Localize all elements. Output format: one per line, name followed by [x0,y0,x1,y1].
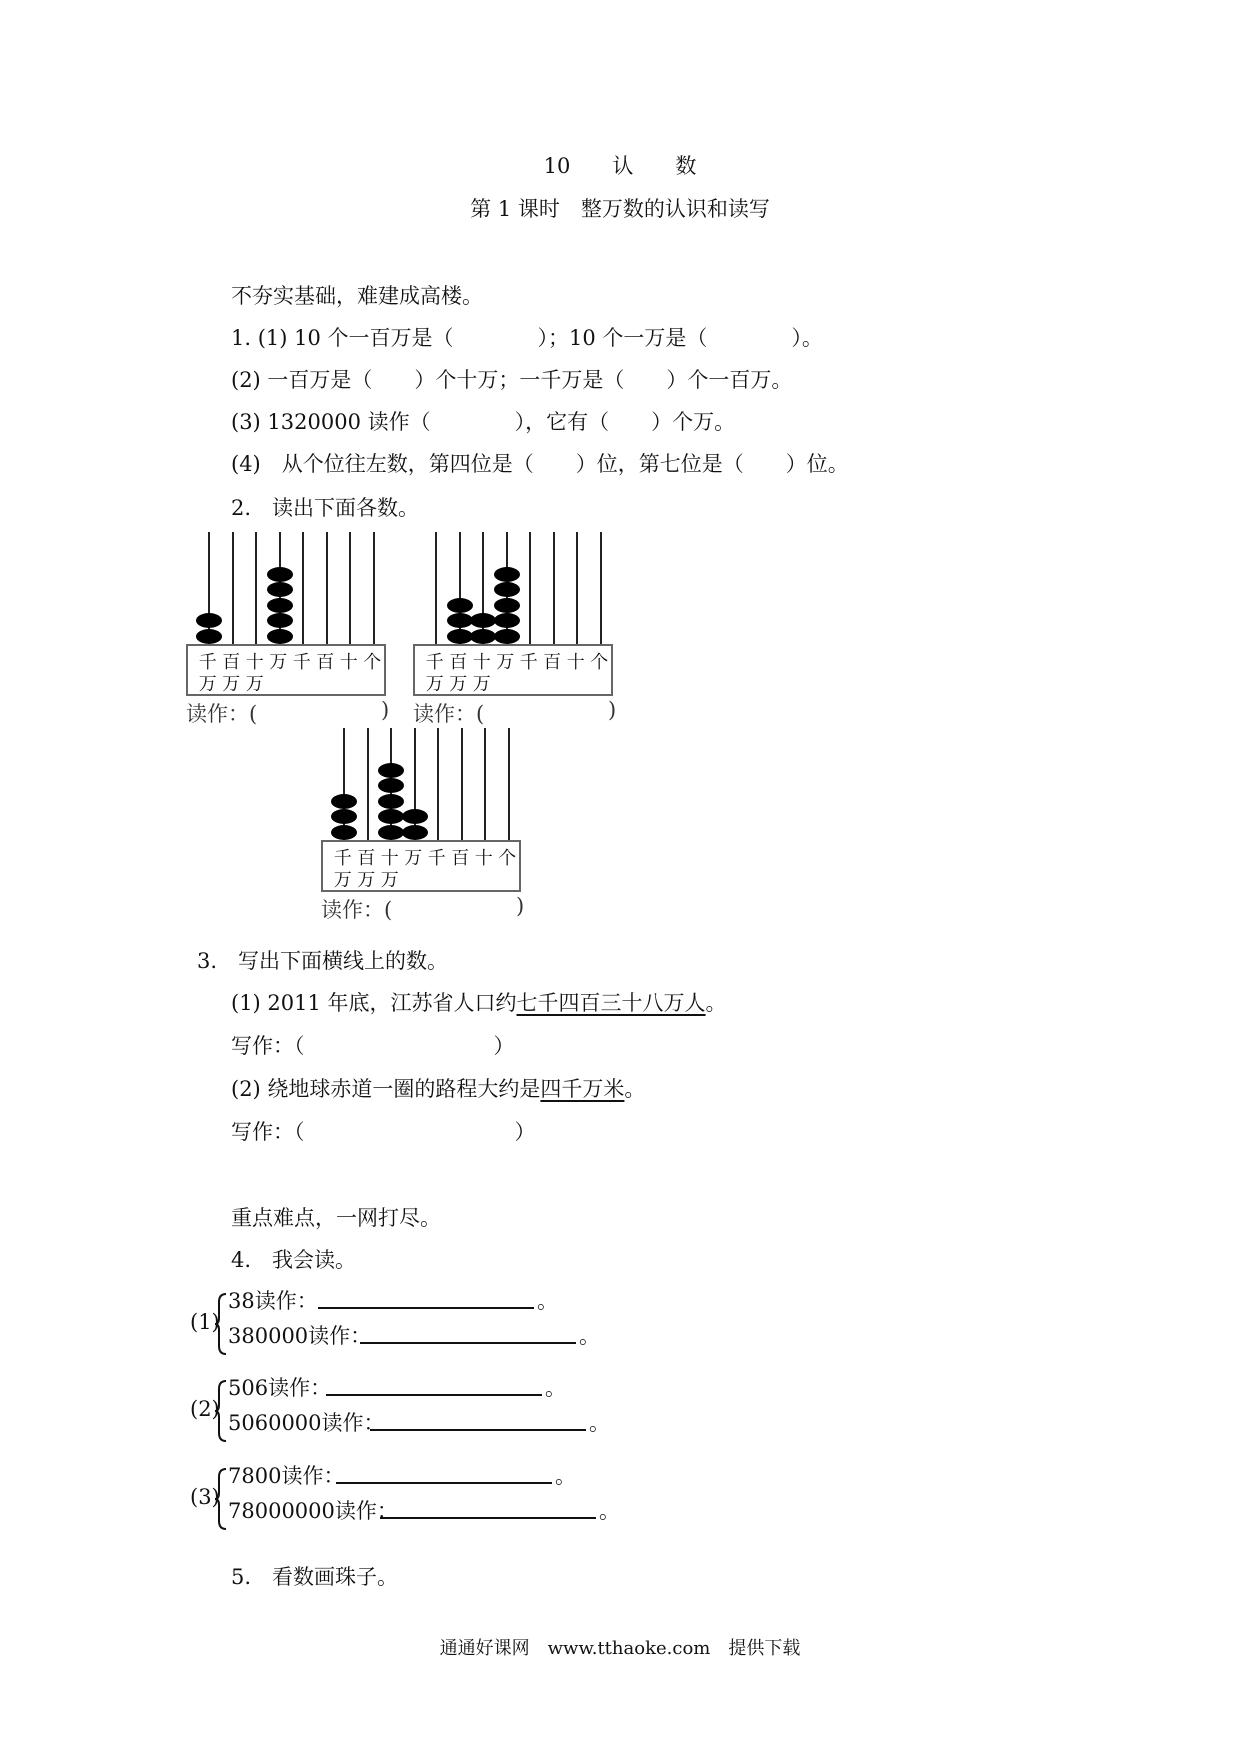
read-as-label: 读作：( [413,702,485,726]
abacus-bead [267,567,293,582]
abacus-bead [494,567,520,582]
read-as-close-paren: ) [381,698,390,722]
question-1-4: (4) 从个位往左数，第四位是（ ）位，第七位是（ ）位。 [231,452,849,476]
place-label: 百 [543,652,562,673]
place-label: 十 [245,652,264,673]
question-1-2: (2) 一百万是（ ）个十万；一千万是（ ）个一百万。 [231,368,793,392]
write-answer-3-1: 写作：（ ） [231,1034,515,1058]
question-1-1: 1. (1) 10 个一百万是（ ）；10 个一万是（ ）。 [231,326,823,350]
motto-key-points: 重点难点，一网打尽。 [231,1206,441,1230]
abacus-rod [529,532,531,644]
brace-icon [214,1379,228,1443]
abacus-3 [321,728,525,928]
place-label: 千 [519,652,538,673]
place-label: 千 [427,848,446,869]
place-label: 个 [363,652,382,673]
abacus-rod [576,532,578,644]
abacus-rod [367,728,369,840]
place-label: 万 [425,674,444,695]
answer-line-a[interactable] [326,1394,542,1396]
question-3-2 [231,1073,645,1103]
place-label: 千 [198,652,217,673]
answer-line-a[interactable] [318,1307,534,1309]
abacus-bead [331,809,357,824]
abacus-bead [402,825,428,840]
place-label: 万 [404,848,423,869]
abacus-rod [232,532,234,644]
place-label: 百 [449,652,468,673]
abacus-bead [470,613,496,628]
read-item-a: 38读作： [228,1289,318,1313]
abacus-bead [378,809,404,824]
place-label: 个 [590,652,609,673]
place-label: 十 [566,652,585,673]
place-label: 万 [333,870,352,891]
abacus-rod [302,532,304,644]
read-item-b: 5060000读作： [228,1411,385,1435]
group-label: (1) [190,1310,220,1334]
abacus-bead [447,598,473,613]
place-label: 千 [333,848,352,869]
abacus-rod [373,532,375,644]
place-labels-bottom [423,670,494,696]
abacus-2 [413,532,617,732]
answer-line-b[interactable] [380,1517,596,1519]
place-labels-bottom [196,670,267,696]
answer-line-b[interactable] [360,1342,576,1344]
place-label: 万 [449,674,468,695]
abacus-rod [326,532,328,644]
place-label: 百 [451,848,470,869]
end-mark: 。 [555,1464,576,1488]
question-3-1 [231,987,727,1017]
abacus-rod [461,728,463,840]
abacus-bead [267,598,293,613]
abacus-rod [484,728,486,840]
place-label: 万 [269,652,288,673]
place-label: 十 [474,848,493,869]
question-3-2-underlined: 四千万米 [540,1077,625,1101]
read-item-b: 78000000读作： [228,1499,398,1523]
brace-icon [214,1292,228,1356]
read-item-a: 7800读作： [228,1464,345,1488]
question-3-2-prefix: (2) 绕地球赤道一圈的路程大约是 [231,1077,541,1101]
abacus-bead [267,613,293,628]
abacus-bead [494,598,520,613]
place-label: 千 [425,652,444,673]
abacus-bead [494,582,520,597]
write-answer-3-2: 写作：（ ） [231,1120,536,1144]
abacus-bead [402,809,428,824]
group-label: (2) [190,1397,220,1421]
abacus-rod [255,532,257,644]
abacus-bead [196,629,222,644]
read-as-close-paren: ) [516,894,525,918]
footer-credit: 通通好课网 www.tthaoke.com 提供下载 [439,1638,801,1659]
abacus-bead [378,763,404,778]
abacus-bead [494,613,520,628]
abacus-bead [494,629,520,644]
read-item-a: 506读作： [228,1376,332,1400]
question-3-1-suffix: 。 [705,991,727,1015]
question-3-1-prefix: (1) 2011 年底，江苏省人口约 [231,991,517,1015]
abacus-bead [267,582,293,597]
end-mark: 。 [579,1324,600,1348]
place-label: 万 [198,674,217,695]
abacus-rod [600,532,602,644]
group-label: (3) [190,1485,220,1509]
place-label: 万 [380,870,399,891]
answer-line-a[interactable] [336,1482,552,1484]
motto-basics: 不夯实基础，难建成高楼。 [231,284,483,308]
abacus-rod [553,532,555,644]
abacus-bead [378,825,404,840]
abacus-bead [378,778,404,793]
question-3: 3. 写出下面横线上的数。 [197,949,449,973]
place-label: 百 [357,848,376,869]
question-5: 5. 看数画珠子。 [231,1565,399,1589]
place-label: 万 [245,674,264,695]
end-mark: 。 [545,1376,566,1400]
abacus-rod [437,728,439,840]
read-as-label: 读作：( [321,898,393,922]
brace-icon [214,1467,228,1531]
abacus-rod [349,532,351,644]
abacus-bead [447,629,473,644]
abacus-bead [447,613,473,628]
place-label: 万 [496,652,515,673]
place-label: 个 [498,848,517,869]
answer-line-b[interactable] [370,1429,586,1431]
place-label: 百 [316,652,335,673]
question-3-2-suffix: 。 [624,1077,646,1101]
abacus-bead [267,629,293,644]
question-3-1-underlined: 七千四百三十八万人 [516,991,706,1015]
place-label: 万 [222,674,241,695]
place-label: 万 [472,674,491,695]
read-item-b: 380000读作： [228,1324,372,1348]
abacus-bead [378,794,404,809]
question-1-3: (3) 1320000 读作（ ），它有（ ）个万。 [231,410,736,434]
question-4: 4. 我会读。 [231,1248,357,1272]
abacus-rod [435,532,437,644]
abacus-bead [331,825,357,840]
read-as-close-paren: ) [608,698,617,722]
place-label: 百 [222,652,241,673]
place-labels-bottom [331,866,402,892]
place-label: 万 [357,870,376,891]
question-2: 2. 读出下面各数。 [231,496,420,520]
end-mark: 。 [537,1289,558,1313]
read-as-label: 读作：( [186,702,258,726]
end-mark: 。 [589,1411,610,1435]
abacus-rod [508,728,510,840]
unit-title: 10 认 数 [543,154,697,178]
place-label: 十 [339,652,358,673]
lesson-title: 第 1 课时 整万数的认识和读写 [470,197,770,221]
end-mark: 。 [599,1499,620,1523]
place-label: 十 [472,652,491,673]
abacus-bead [470,629,496,644]
abacus-1 [186,532,390,732]
place-label: 十 [380,848,399,869]
abacus-bead [331,794,357,809]
abacus-bead [196,613,222,628]
place-label: 千 [292,652,311,673]
